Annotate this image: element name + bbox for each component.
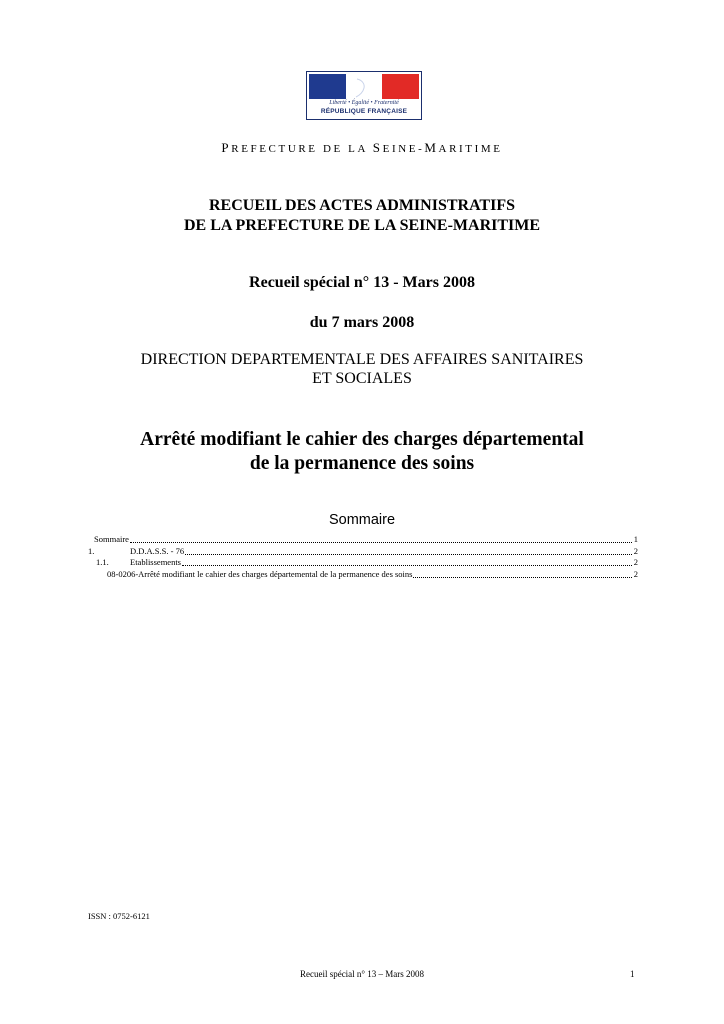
toc-page-number: 2 — [633, 546, 638, 556]
toc-number: 1. — [88, 546, 95, 556]
recueil-date: du 7 mars 2008 — [309, 314, 415, 331]
toc-number: 1.1. — [96, 557, 109, 567]
arrete-title — [0, 428, 724, 476]
direction-name — [0, 350, 724, 388]
tricolor-flag-icon — [309, 74, 419, 99]
logo-republic-name: RÉPUBLIQUE FRANÇAISE — [320, 108, 408, 115]
issn-number: ISSN : 0752-6121 — [88, 911, 150, 921]
direction-line1: DIRECTION DEPARTEMENTALE DES AFFAIRES SANITAIRES — [140, 351, 584, 368]
toc-entry-arrete[interactable] — [88, 569, 638, 580]
toc-label: Sommaire — [94, 534, 129, 544]
toc-label: D.D.A.S.S. - 76 — [130, 546, 185, 556]
toc-label: 08-0206-Arrêté modifiant le cahier des charges départemental de la permanence des soins — [107, 569, 413, 579]
logo-motto: Liberté • Égalité • Fraternité — [329, 100, 399, 106]
toc-page-number: 2 — [633, 557, 638, 567]
toc-leader-dots — [182, 565, 632, 566]
page-number: 1 — [630, 969, 635, 979]
arrete-title-line1: Arrêté modifiant le cahier des charges départemental — [140, 429, 584, 450]
toc-leader-dots — [413, 577, 631, 578]
toc-entry-ddass[interactable] — [88, 546, 638, 557]
sommaire-heading: Sommaire — [328, 512, 396, 528]
toc-entry-sommaire[interactable] — [88, 534, 638, 545]
toc-leader-dots — [130, 542, 632, 543]
toc-leader-dots — [185, 554, 632, 555]
document-title — [0, 196, 724, 236]
toc-page-number: 1 — [633, 534, 638, 544]
direction-line2: ET SOCIALES — [312, 370, 412, 387]
marianne-profile-icon — [337, 74, 387, 99]
toc-entry-etablissements[interactable] — [88, 557, 638, 568]
page-footer: Recueil spécial n° 13 – Mars 2008 — [299, 969, 425, 979]
recueil-special-number: Recueil spécial n° 13 - Mars 2008 — [249, 274, 475, 291]
republique-francaise-logo — [306, 71, 422, 120]
document-title-line2: DE LA PREFECTURE DE LA SEINE-MARITIME — [183, 217, 541, 234]
prefecture-header: PREFECTURE DE LA SEINE-MARITIME — [221, 140, 503, 155]
document-title-line1: RECUEIL DES ACTES ADMINISTRATIFS — [208, 197, 515, 214]
toc-page-number: 2 — [633, 569, 638, 579]
toc-label: Etablissements — [130, 557, 181, 567]
arrete-title-line2: de la permanence des soins — [249, 453, 475, 474]
